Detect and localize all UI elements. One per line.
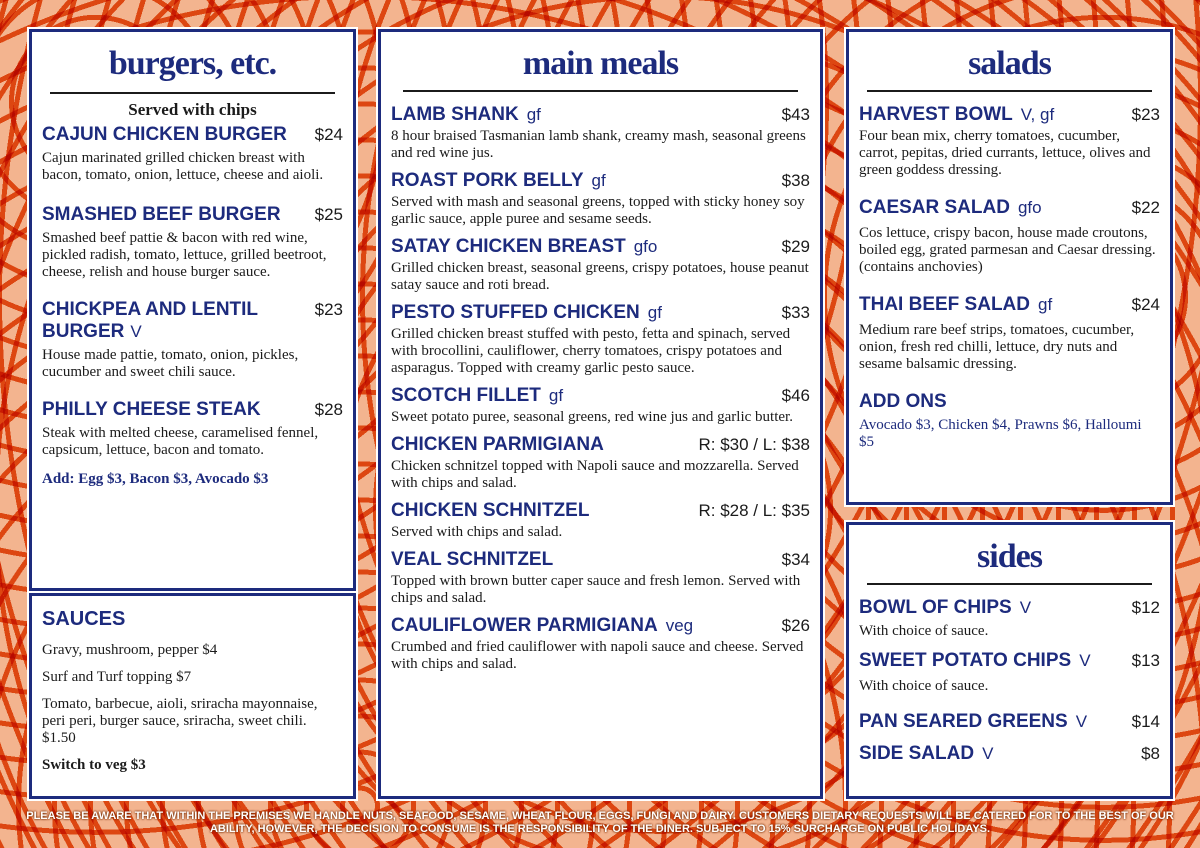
item-price: R: $30 / L: $38 [698, 435, 810, 454]
item-name: SATAY CHICKEN BREAST [391, 236, 626, 257]
list-item [391, 302, 810, 377]
sauce-veg: Switch to veg $3 [42, 757, 146, 773]
item-price: $12 [1131, 598, 1160, 617]
item-name: SWEET POTATO CHIPS [859, 650, 1072, 671]
sides-panel [846, 522, 1173, 799]
item-desc: Medium rare beef strips, tomatoes, cucumber, onion, fresh red chilli, lettuce, dry nuts and sesame balsamic dressing. [859, 322, 1135, 372]
item-desc: Steak with melted cheese, caramelised fennel, capsicum, lettuce, bacon and tomato. [42, 425, 319, 458]
item-desc: Four bean mix, cherry tomatoes, cucumber, carrot, pepitas, dried currants, lettuce, olives and green goddess dressing. [859, 128, 1151, 178]
list-item [42, 204, 343, 281]
list-item [391, 500, 810, 541]
item-desc: Served with mash and seasonal greens, topped with sticky honey soy garlic sauce, apple puree and sesame seeds. [391, 194, 805, 227]
item-desc: Served with chips and salad. [391, 524, 563, 540]
dietary-tag: gfo [1017, 198, 1042, 217]
dietary-tag: V [982, 744, 994, 763]
item-desc: Crumbed and fried cauliflower with napoli sauce and cheese. Served with chips and salad. [391, 639, 804, 672]
burger-addons: Add: Egg $3, Bacon $3, Avocado $3 [42, 471, 269, 487]
item-price: $24 [314, 125, 343, 144]
dietary-tag: V, gf [1020, 105, 1055, 124]
dietary-tag: V [130, 322, 142, 341]
dietary-tag: gf [647, 303, 662, 322]
list-item [859, 650, 1160, 695]
list-item [859, 743, 1160, 765]
item-name: CHICKEN SCHNITZEL [391, 500, 590, 521]
item-name: LAMB SHANK [391, 104, 519, 125]
item-desc: With choice of sauce. [859, 623, 989, 639]
item-name: ROAST PORK BELLY [391, 170, 584, 191]
list-item [391, 385, 810, 426]
list-item [859, 294, 1160, 373]
sauce-line: Gravy, mushroom, pepper $4 [42, 642, 218, 658]
item-name: HARVEST BOWL [859, 104, 1013, 125]
item-desc: Cos lettuce, crispy bacon, house made croutons, boiled egg, grated parmesan and Caesar dressing. (contains anchovies) [859, 225, 1156, 275]
item-price: $23 [314, 300, 343, 319]
item-name: PHILLY CHEESE STEAK [42, 399, 261, 420]
list-item [391, 549, 810, 607]
item-price: $22 [1131, 198, 1160, 217]
dietary-tag: V [1079, 651, 1091, 670]
item-price: $29 [781, 237, 810, 256]
allergen-disclaimer: PLEASE BE AWARE THAT WITHIN THE PREMISES WE HANDLE NUTS, SEAFOOD, SESAME, WHEAT FLOUR, EGGS, FUNGI AND DAIRY. CUSTOMERS DIETARY REQUESTS WILL BE CATERED FOR TO THE BEST OF OUR ABILITY, HOWEVER, THE DECISION TO CONSUME IS THE RESPONSIBILITY OF THE DINER. SUBJECT TO 15% SURCHARGE ON PUBLIC HOLIDAYS. [26, 810, 1174, 835]
dietary-tag: veg [665, 616, 694, 635]
dietary-tag: gf [548, 386, 564, 405]
item-name: VEAL SCHNITZEL [391, 549, 554, 570]
sauces-title: SAUCES [42, 608, 126, 630]
sauce-line: Tomato, barbecue, aioli, sriracha mayonnaise, peri peri, burger sauce, sriracha, sweet chili. $1.50 [42, 696, 318, 746]
item-price: $23 [1131, 105, 1160, 124]
item-price: $46 [781, 386, 810, 405]
item-name: CAJUN CHICKEN BURGER [42, 124, 287, 145]
item-name: PAN SEARED GREENS [859, 711, 1068, 732]
burgers-title: burgers, etc. [108, 45, 277, 82]
salad-addons [859, 391, 1160, 451]
mains-title: main meals [522, 45, 679, 82]
burgers-panel [29, 29, 356, 591]
item-price: $26 [781, 616, 810, 635]
salads-title: salads [968, 45, 1051, 82]
item-name: SCOTCH FILLET [391, 385, 541, 406]
list-item [859, 711, 1160, 733]
item-desc: Grilled chicken breast, seasonal greens, crispy potatoes, house peanut satay sauce and roti bread. [391, 260, 809, 293]
dietary-tag: V [1019, 598, 1032, 617]
item-price: $43 [781, 105, 810, 124]
list-item [859, 597, 1160, 640]
dietary-tag: gf [591, 171, 606, 190]
item-price: $33 [781, 303, 810, 322]
list-item [391, 434, 810, 492]
item-name: CAULIFLOWER PARMIGIANA [391, 615, 658, 636]
item-desc: Sweet potato puree, seasonal greens, red wine jus and garlic butter. [391, 409, 793, 425]
item-name: BOWL OF CHIPS [859, 597, 1012, 618]
dietary-tag: V [1075, 712, 1088, 731]
addons-title: ADD ONS [859, 391, 947, 412]
item-name: CHICKEN PARMIGIANA [391, 434, 604, 455]
list-item [859, 197, 1160, 276]
item-name: CHICKPEA AND LENTIL BURGER [42, 299, 258, 342]
burgers-subtitle: Served with chips [128, 100, 257, 119]
item-price: $25 [314, 205, 343, 224]
list-item [391, 236, 810, 294]
sauces-panel [29, 593, 356, 799]
dietary-tag: gf [1038, 295, 1053, 314]
item-desc: Topped with brown butter caper sauce and fresh lemon. Served with chips and salad. [391, 573, 801, 606]
item-desc: Smashed beef pattie & bacon with red wine, pickled radish, tomato, lettuce, grilled beetroot, cheese, relish and house burger sauce. [42, 230, 327, 280]
sauce-line: Surf and Turf topping $7 [42, 669, 192, 685]
item-price: $38 [781, 171, 810, 190]
sides-title: sides [977, 538, 1042, 575]
item-name: SIDE SALAD [859, 743, 975, 764]
item-desc: Chicken schnitzel topped with Napoli sauce and mozzarella. Served with chips and salad. [391, 458, 799, 491]
item-price: $24 [1131, 295, 1160, 314]
list-item [391, 615, 810, 673]
item-desc: Cajun marinated grilled chicken breast with bacon, tomato, onion, lettuce, cheese and aioli. [42, 150, 324, 183]
item-price: $13 [1131, 651, 1160, 670]
item-desc: With choice of sauce. [859, 678, 989, 694]
item-name: SMASHED BEEF BURGER [42, 204, 281, 225]
list-item [42, 299, 343, 381]
item-price: $28 [314, 400, 343, 419]
dietary-tag: gf [526, 105, 541, 124]
item-name: THAI BEEF SALAD [859, 294, 1030, 315]
list-item [391, 104, 810, 162]
dietary-tag: gfo [633, 237, 658, 256]
list-item [42, 399, 343, 459]
mains-panel [378, 29, 823, 799]
addons-text: Avocado $3, Chicken $4, Prawns $6, Halloumi $5 [859, 417, 1142, 450]
item-name: CAESAR SALAD [859, 197, 1010, 218]
item-name: PESTO STUFFED CHICKEN [391, 302, 640, 323]
item-desc: Grilled chicken breast stuffed with pesto, fetta and spinach, served with brocollini, cauliflower, cherry tomatoes, crispy potatoes and asparagus. Topped with creamy garlic pesto sauce. [391, 326, 791, 376]
item-price: $8 [1141, 744, 1160, 763]
item-desc: 8 hour braised Tasmanian lamb shank, creamy mash, seasonal greens and red wine jus. [391, 128, 806, 161]
list-item [391, 170, 810, 228]
item-price: R: $28 / L: $35 [698, 501, 810, 520]
list-item [42, 124, 343, 184]
item-price: $14 [1131, 712, 1160, 731]
item-price: $34 [781, 550, 810, 569]
salads-panel [846, 29, 1173, 505]
item-desc: House made pattie, tomato, onion, pickles, cucumber and sweet chili sauce. [42, 347, 299, 380]
list-item [859, 104, 1160, 179]
